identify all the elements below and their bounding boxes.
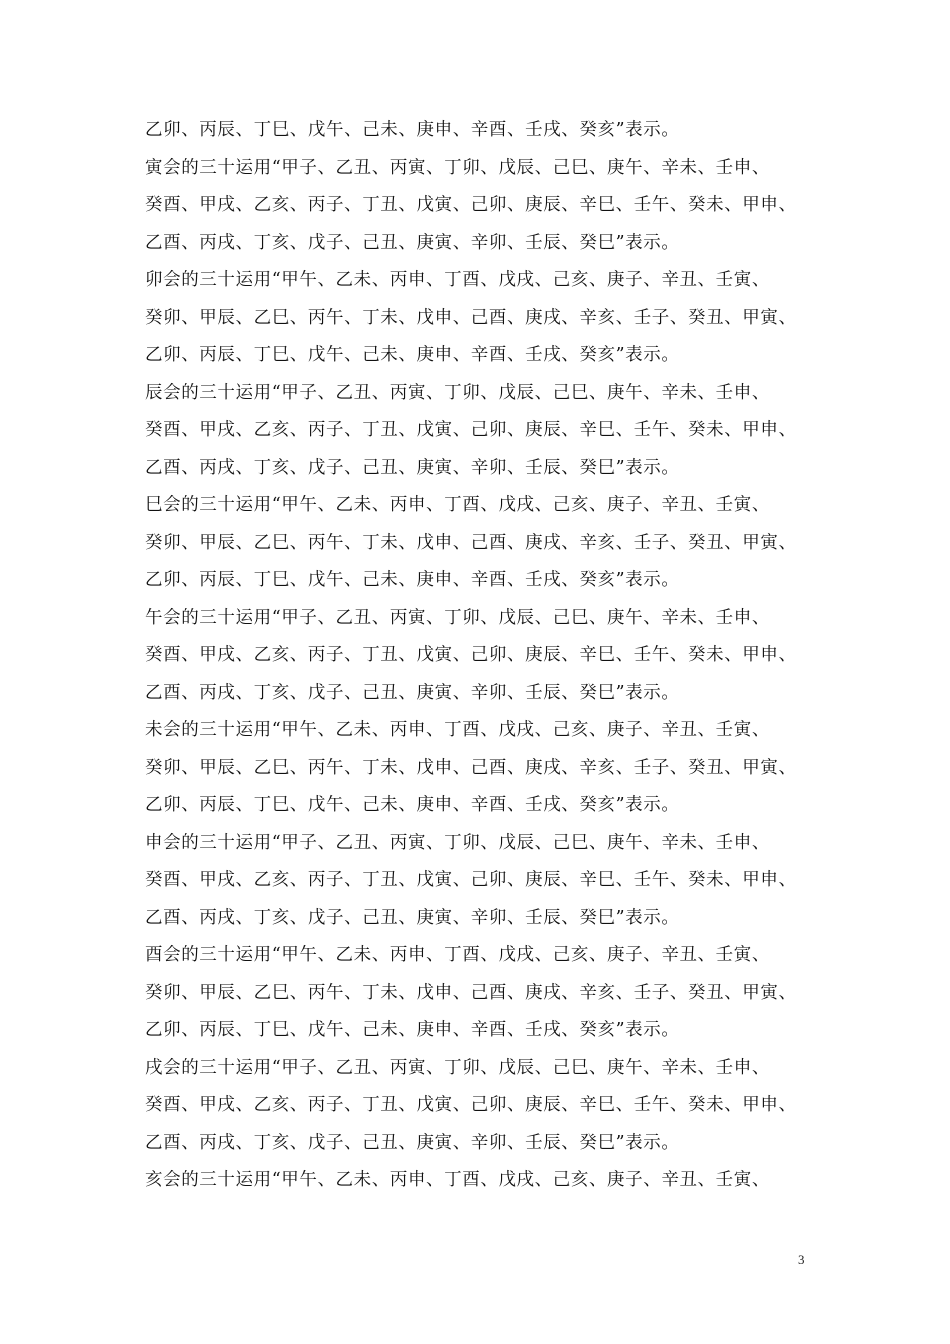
page-number: 3 [798, 1252, 805, 1267]
text-line: 癸卯、甲辰、乙巳、丙午、丁未、戊申、己酉、庚戌、辛亥、壬子、癸丑、甲寅、 [145, 307, 797, 328]
text-line: 癸酉、甲戌、乙亥、丙子、丁丑、戊寅、己卯、庚辰、辛巳、壬午、癸未、甲申、 [145, 420, 797, 440]
text-line: 亥会的三十运用“甲午、乙未、丙申、丁酉、戊戌、己亥、庚子、辛丑、壬寅、 [145, 1170, 770, 1190]
text-line: 癸酉、甲戌、乙亥、丙子、丁丑、戊寅、己卯、庚辰、辛巳、壬午、癸未、甲申、 [145, 1095, 797, 1115]
text-line: 卯会的三十运用“甲午、乙未、丙申、丁酉、戊戌、己亥、庚子、辛丑、壬寅、 [145, 270, 770, 290]
text-line: 癸酉、甲戌、乙亥、丙子、丁丑、戊寅、己卯、庚辰、辛巳、壬午、癸未、甲申、 [145, 870, 797, 890]
text-line: 寅会的三十运用“甲子、乙丑、丙寅、丁卯、戊辰、己巳、庚午、辛未、壬申、 [145, 157, 770, 178]
text-line: 癸卯、甲辰、乙巳、丙午、丁未、戊申、己酉、庚戌、辛亥、壬子、癸丑、甲寅、 [145, 532, 797, 553]
text-line: 乙卯、丙辰、丁巳、戊午、己未、庚申、辛酉、壬戌、癸亥”表示。 [145, 1020, 680, 1040]
text-line: 申会的三十运用“甲子、乙丑、丙寅、丁卯、戊辰、己巳、庚午、辛未、壬申、 [145, 832, 770, 853]
text-line: 癸酉、甲戌、乙亥、丙子、丁丑、戊寅、己卯、庚辰、辛巳、壬午、癸未、甲申、 [145, 645, 797, 665]
text-line: 乙卯、丙辰、丁巳、戊午、己未、庚申、辛酉、壬戌、癸亥”表示。 [145, 120, 680, 140]
text-line: 癸酉、甲戌、乙亥、丙子、丁丑、戊寅、己卯、庚辰、辛巳、壬午、癸未、甲申、 [145, 195, 797, 215]
text-line: 乙卯、丙辰、丁巳、戊午、己未、庚申、辛酉、壬戌、癸亥”表示。 [145, 570, 680, 590]
text-line: 酉会的三十运用“甲午、乙未、丙申、丁酉、戊戌、己亥、庚子、辛丑、壬寅、 [145, 945, 770, 965]
text-line: 乙酉、丙戌、丁亥、戊子、己丑、庚寅、辛卯、壬辰、癸巳”表示。 [145, 1132, 680, 1153]
text-line: 未会的三十运用“甲午、乙未、丙申、丁酉、戊戌、己亥、庚子、辛丑、壬寅、 [145, 720, 770, 740]
text-line: 巳会的三十运用“甲午、乙未、丙申、丁酉、戊戌、己亥、庚子、辛丑、壬寅、 [145, 495, 770, 515]
text-line: 乙酉、丙戌、丁亥、戊子、己丑、庚寅、辛卯、壬辰、癸巳”表示。 [145, 907, 680, 928]
text-line: 午会的三十运用“甲子、乙丑、丙寅、丁卯、戊辰、己巳、庚午、辛未、壬申、 [145, 607, 770, 628]
text-line: 癸卯、甲辰、乙巳、丙午、丁未、戊申、己酉、庚戌、辛亥、壬子、癸丑、甲寅、 [145, 757, 797, 778]
text-line: 戌会的三十运用“甲子、乙丑、丙寅、丁卯、戊辰、己巳、庚午、辛未、壬申、 [145, 1057, 770, 1078]
text-line: 乙酉、丙戌、丁亥、戊子、己丑、庚寅、辛卯、壬辰、癸巳”表示。 [145, 457, 680, 478]
text-line: 癸卯、甲辰、乙巳、丙午、丁未、戊申、己酉、庚戌、辛亥、壬子、癸丑、甲寅、 [145, 982, 797, 1003]
text-line: 乙卯、丙辰、丁巳、戊午、己未、庚申、辛酉、壬戌、癸亥”表示。 [145, 345, 680, 365]
text-line: 乙酉、丙戌、丁亥、戊子、己丑、庚寅、辛卯、壬辰、癸巳”表示。 [145, 682, 680, 703]
text-line: 乙酉、丙戌、丁亥、戊子、己丑、庚寅、辛卯、壬辰、癸巳”表示。 [145, 232, 680, 253]
text-line: 乙卯、丙辰、丁巳、戊午、己未、庚申、辛酉、壬戌、癸亥”表示。 [145, 795, 680, 815]
body-text [145, 112, 825, 1200]
text-line: 辰会的三十运用“甲子、乙丑、丙寅、丁卯、戊辰、己巳、庚午、辛未、壬申、 [145, 382, 770, 403]
